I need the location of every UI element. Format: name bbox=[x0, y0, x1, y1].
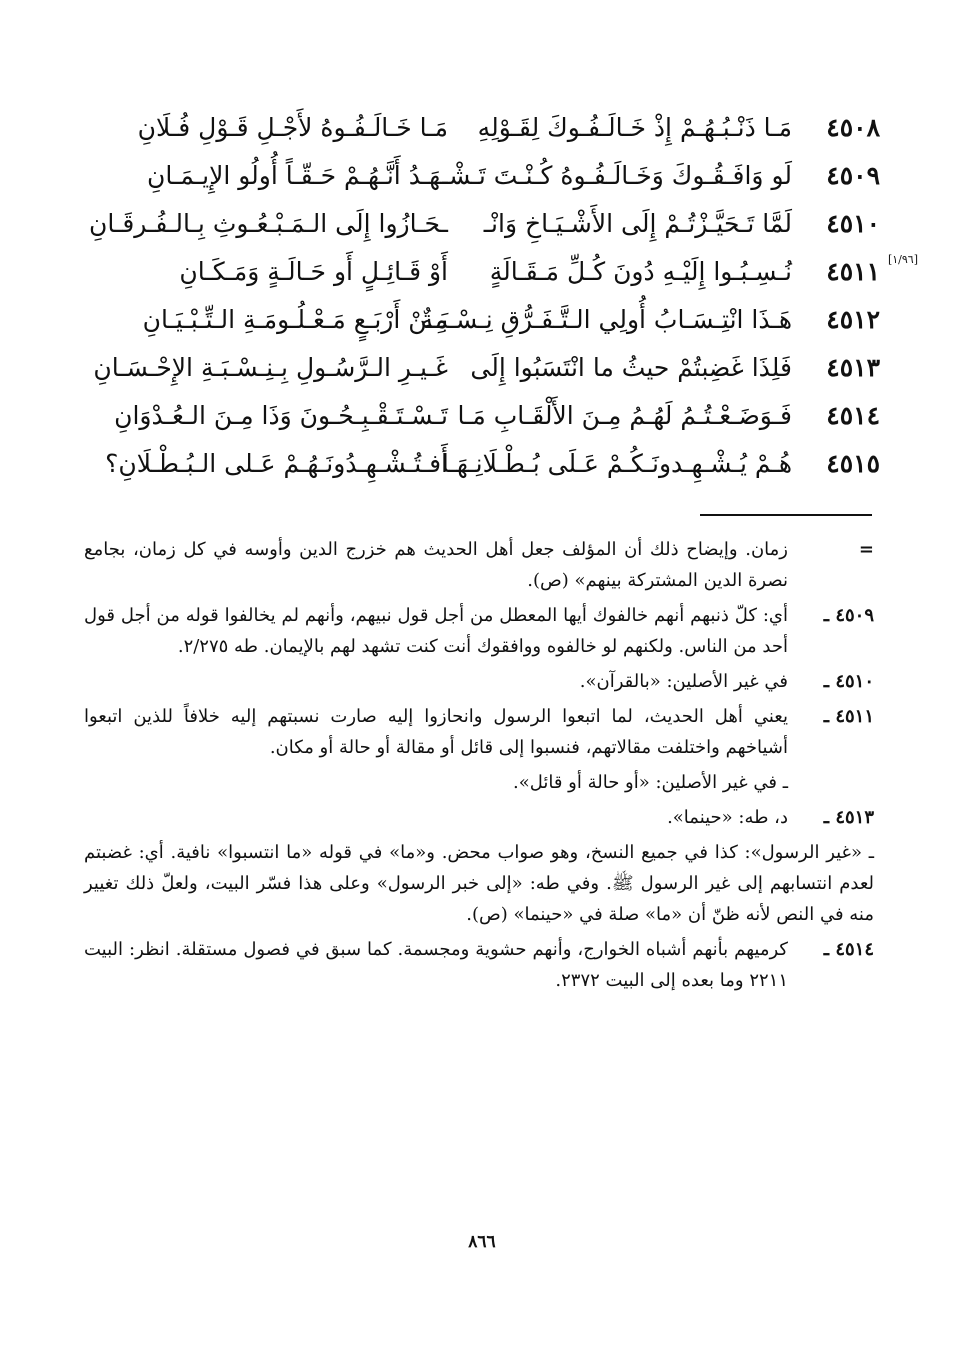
footnote bbox=[84, 534, 874, 596]
verse-second-hemistich: أَوْ قَـائِـلٍ أَو حَـالَـةٍ وَمَـكَـانِ bbox=[179, 257, 448, 286]
verse-second-hemistich: مِـنْ أَرْبَـعٍ مَـعْـلُـومَـةِ الـتِّـبْـيَـانِ bbox=[142, 305, 448, 334]
verse-line bbox=[80, 392, 880, 440]
footnote-continuation bbox=[84, 767, 874, 798]
footnote-text: ـ في غير الأصلين: «أو حالة أو قائل». bbox=[512, 772, 788, 793]
verse-line bbox=[80, 344, 880, 392]
verse-second-hemistich: تَـسْـتَـقْـبِـحُـونَ وَذَا مِـنَ الـعُـدْوَانِ bbox=[114, 401, 448, 430]
verse-number: ٤٥١٤ bbox=[826, 401, 880, 430]
footnote-text: كرميهم بأنهم أشباه الخوارج، وأنهم حشوية ومجسمة. كما سبق في فصول مستقلة. انظر: البيت ٢٢١١ وما بعده إلى البيت ٢٣٧٢. bbox=[84, 939, 788, 991]
verse-first-hemistich: مَـا ذَنْـبُـهُـمْ إِذْ خَـالَـفُـوكَ لِقَـوْلِهِ bbox=[477, 113, 792, 142]
verse-second-hemistich: أَفـتُـشْـهِـدُونَـهُـمْ عَـلى الـبُـطْـلَانِ؟ bbox=[105, 449, 448, 478]
footnote-text: ـ «غير الرسول»: كذا في جميع النسخ، وهو صواب محض. و«ما» في قوله «ما انتسبوا» نافية. أي: غضبتم لعدم انتسابهم إلى غير الرسول ﷺ. وفي طه: «إلى خبر الرسول» وعلى هذا فسّر البيت، ولعلّ ذلك تغيير منه في النص لأنه ظنّ أن «ما» صلة في «حينما» (ص). bbox=[84, 842, 874, 925]
footnote-continuation bbox=[84, 837, 874, 930]
footnotes-block bbox=[84, 534, 874, 1000]
verse-second-hemistich: ـهَـدُ أَنَّـهُـمْ حَـقّـاً أُولُو الإِيـمَـانِ bbox=[147, 161, 448, 190]
footnote-text: د، طه: «حينما». bbox=[667, 807, 788, 828]
page-number: ٨٦٦ bbox=[468, 1232, 496, 1252]
verse-line bbox=[80, 440, 880, 488]
footnote bbox=[84, 666, 874, 697]
footnote-number: ٤٥١١ ـ bbox=[823, 706, 874, 727]
footnote-number: ٤٥١٣ ـ bbox=[823, 807, 874, 828]
verse-first-hemistich: هَـذَا انْتِـسَـابُ أُولِي الـتَّـفَـرُّقِ نِـسْـبَـةٌ bbox=[420, 305, 792, 334]
verse-first-hemistich: فَلِذَا غَضِبتُمْ حيثُ ما انْتَسَبُوا إِلَى bbox=[470, 353, 792, 382]
verse-line bbox=[80, 296, 880, 344]
verse-first-hemistich: فَـوَضَـعْـتُـمُ لَهُـمُ مِـنَ الأَلْقَـابِ مَـا bbox=[457, 401, 792, 430]
footnote-number: ٤٥١٠ ـ bbox=[823, 671, 874, 692]
footnote-text: أي: كلّ ذنبهم أنهم خالفوك أيها المعطل من أجل قول نبيهم، وأنهم لم يخالفوا قوله من أجل قول أحد من الناس. ولكنهم لو خالفوه ووافقوك أنت كنت تشهد لهم بالإيمان. طه ٢/٢٧٥. bbox=[84, 605, 788, 657]
verse-first-hemistich: نُـسِـبُـوا إِلَيْـهِ دُونَ كُـلِّ مَـقَـالَةٍ bbox=[489, 257, 792, 286]
footnote-text: زمان. وإيضاح ذلك أن المؤلف جعل أهل الحديث هم خزرج الدين وأوسه في كل زمان، بجامع نصرة الدين المشتركة بينهم» (ص). bbox=[84, 539, 788, 591]
verse-line bbox=[80, 248, 918, 296]
footnote bbox=[84, 934, 874, 996]
verse-number: ٤٥١١ bbox=[826, 257, 880, 286]
footnote-divider bbox=[700, 514, 872, 516]
manuscript-folio-reference: [١/٩٦] bbox=[887, 253, 918, 266]
footnote-text: يعني أهل الحديث، لما اتبعوا الرسول وانحازوا إليه صارت نسبتهم إليه خلافاً للذين اتبعوا أشياخهم واختلفت مقالاتهم، فنسبوا إلى قائل أو مقالة أو حالة أو مكان. bbox=[84, 706, 788, 758]
footnote-text: في غير الأصلين: «بالقرآن». bbox=[579, 671, 788, 692]
verse-line bbox=[80, 200, 880, 248]
verse-second-hemistich: غَـيـرِ الـرَّسُـولِ بِـنِـسْـبَـةِ الإِحْـسَـانِ bbox=[93, 353, 448, 382]
verse-number: ٤٥١٣ bbox=[826, 353, 880, 382]
verse-line bbox=[80, 152, 880, 200]
footnote bbox=[84, 701, 874, 763]
verse-line bbox=[80, 104, 880, 152]
verse-first-hemistich: لَو وَافَـقُـوكَ وَخَـالَـفُـوهُ كُـنْـتَ تَـشْـ bbox=[441, 161, 792, 190]
footnote-number: ٤٥١٤ ـ bbox=[823, 939, 874, 960]
verse-number: ٤٥٠٨ bbox=[826, 113, 880, 142]
footnote bbox=[84, 600, 874, 662]
verses-block bbox=[80, 104, 918, 488]
verse-first-hemistich: هُـمْ يُـشْـهِـدونَـكُـمْ عَـلَى بُـطْـلَانِـهَـا bbox=[441, 449, 792, 478]
verse-second-hemistich: ـحَـازُوا إِلَى الـمَـبْـعُـوثِ بِـالـفُـرقَـانِ bbox=[89, 209, 448, 238]
verse-number: ٤٥١٢ bbox=[826, 305, 880, 334]
footnote bbox=[84, 802, 874, 833]
verse-number: ٤٥١٥ bbox=[826, 449, 880, 478]
verse-second-hemistich: مَـا خَـالَـفُـوهُ لأَجْـلِ قَـوْلِ فُـلَانِ bbox=[137, 113, 448, 142]
verse-first-hemistich: لَمَّا تَـحَيَّـزْتُـمْ إِلَى الأَشْـيَـاخِ وَانْـ bbox=[483, 209, 792, 238]
footnote-number: ٤٥٠٩ ـ bbox=[823, 605, 874, 626]
verse-number: ٤٥٠٩ bbox=[826, 161, 880, 190]
verse-number: ٤٥١٠ bbox=[826, 209, 880, 238]
footnote-number: = bbox=[858, 539, 874, 560]
